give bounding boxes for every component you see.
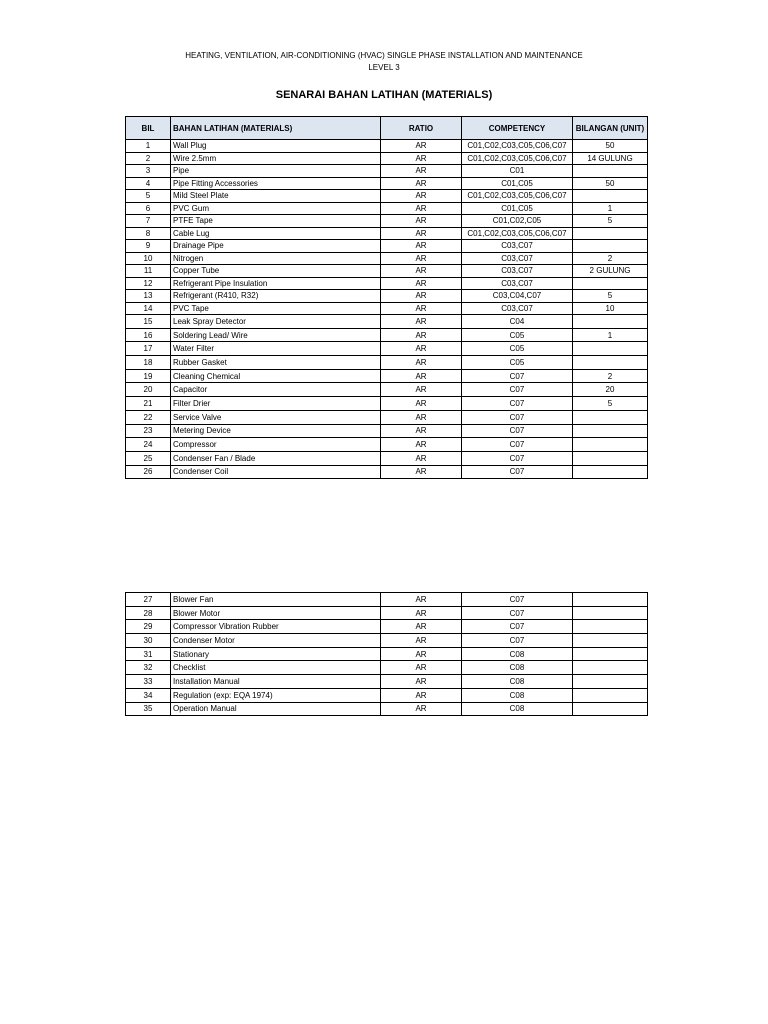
cell-competency: C07 — [462, 383, 573, 397]
cell-ratio: AR — [381, 215, 462, 228]
cell-competency: C07 — [462, 593, 573, 607]
cell-competency: C08 — [462, 702, 573, 716]
cell-bil: 23 — [126, 424, 171, 438]
table-row — [126, 315, 648, 329]
cell-quantity — [573, 424, 648, 438]
cell-bil: 33 — [126, 675, 171, 689]
cell-material: Condenser Motor — [171, 634, 381, 648]
cell-competency: C07 — [462, 465, 573, 479]
table-row — [126, 342, 648, 356]
cell-material: Condenser Coil — [171, 465, 381, 479]
cell-competency: C04 — [462, 315, 573, 329]
cell-bil: 8 — [126, 227, 171, 240]
cell-ratio: AR — [381, 593, 462, 607]
table-row — [126, 634, 648, 648]
cell-ratio: AR — [381, 315, 462, 329]
cell-ratio: AR — [381, 606, 462, 620]
cell-competency: C07 — [462, 369, 573, 383]
cell-competency: C07 — [462, 397, 573, 411]
cell-material: Cleaning Chemical — [171, 369, 381, 383]
column-header-quantity: BILANGAN (UNIT) — [573, 117, 648, 140]
cell-ratio: AR — [381, 438, 462, 452]
cell-quantity — [573, 190, 648, 203]
cell-ratio: AR — [381, 152, 462, 165]
table-row — [126, 202, 648, 215]
cell-bil: 18 — [126, 356, 171, 370]
cell-material: Pipe — [171, 165, 381, 178]
table-row — [126, 593, 648, 607]
table-row — [126, 265, 648, 278]
cell-competency: C05 — [462, 356, 573, 370]
cell-competency: C03,C07 — [462, 240, 573, 253]
cell-ratio: AR — [381, 240, 462, 253]
cell-ratio: AR — [381, 465, 462, 479]
table-row — [126, 688, 648, 702]
cell-material: Blower Motor — [171, 606, 381, 620]
cell-material: Stationary — [171, 647, 381, 661]
cell-quantity — [573, 688, 648, 702]
cell-ratio: AR — [381, 410, 462, 424]
cell-quantity — [573, 675, 648, 689]
cell-bil: 5 — [126, 190, 171, 203]
document-level: LEVEL 3 — [368, 63, 400, 72]
cell-ratio: AR — [381, 302, 462, 315]
cell-quantity — [573, 315, 648, 329]
cell-quantity — [573, 277, 648, 290]
cell-material: Blower Fan — [171, 593, 381, 607]
cell-competency: C01 — [462, 165, 573, 178]
table-header-row — [126, 117, 648, 140]
cell-bil: 34 — [126, 688, 171, 702]
cell-bil: 2 — [126, 152, 171, 165]
cell-material: Pipe Fitting Accessories — [171, 177, 381, 190]
cell-competency: C07 — [462, 410, 573, 424]
table-row — [126, 424, 648, 438]
column-header-competency: COMPETENCY — [462, 117, 573, 140]
cell-bil: 10 — [126, 252, 171, 265]
cell-material: Wall Plug — [171, 140, 381, 153]
cell-bil: 12 — [126, 277, 171, 290]
table-row — [126, 227, 648, 240]
cell-material: Condenser Fan / Blade — [171, 451, 381, 465]
cell-competency: C05 — [462, 342, 573, 356]
cell-competency: C01,C02,C03,C05,C06,C07 — [462, 140, 573, 153]
cell-material: Nitrogen — [171, 252, 381, 265]
table-row — [126, 356, 648, 370]
cell-bil: 22 — [126, 410, 171, 424]
cell-ratio: AR — [381, 675, 462, 689]
cell-material: Operation Manual — [171, 702, 381, 716]
cell-quantity — [573, 451, 648, 465]
cell-material: Water Filter — [171, 342, 381, 356]
cell-quantity — [573, 165, 648, 178]
cell-ratio: AR — [381, 177, 462, 190]
cell-quantity: 1 — [573, 328, 648, 342]
cell-material: Copper Tube — [171, 265, 381, 278]
cell-quantity — [573, 661, 648, 675]
cell-quantity: 50 — [573, 177, 648, 190]
cell-ratio: AR — [381, 202, 462, 215]
table-row — [126, 215, 648, 228]
cell-material: Cable Lug — [171, 227, 381, 240]
cell-bil: 14 — [126, 302, 171, 315]
cell-bil: 25 — [126, 451, 171, 465]
cell-quantity: 2 GULUNG — [573, 265, 648, 278]
cell-ratio: AR — [381, 661, 462, 675]
table-row — [126, 438, 648, 452]
table-row — [126, 465, 648, 479]
table-row — [126, 675, 648, 689]
cell-competency: C07 — [462, 620, 573, 634]
cell-material: PTFE Tape — [171, 215, 381, 228]
table-row — [126, 302, 648, 315]
cell-material: Service Valve — [171, 410, 381, 424]
table-row — [126, 620, 648, 634]
cell-ratio: AR — [381, 688, 462, 702]
cell-competency: C08 — [462, 661, 573, 675]
cell-competency: C07 — [462, 424, 573, 438]
cell-quantity — [573, 620, 648, 634]
cell-quantity — [573, 702, 648, 716]
cell-quantity: 20 — [573, 383, 648, 397]
cell-quantity — [573, 647, 648, 661]
cell-quantity: 1 — [573, 202, 648, 215]
cell-competency: C08 — [462, 688, 573, 702]
cell-competency: C05 — [462, 328, 573, 342]
cell-material: Rubber Gasket — [171, 356, 381, 370]
cell-material: Soldering Lead/ Wire — [171, 328, 381, 342]
cell-quantity: 2 — [573, 369, 648, 383]
cell-competency: C01,C02,C03,C05,C06,C07 — [462, 227, 573, 240]
table-row — [126, 177, 648, 190]
cell-material: Installation Manual — [171, 675, 381, 689]
cell-ratio: AR — [381, 369, 462, 383]
table-row — [126, 252, 648, 265]
cell-quantity: 14 GULUNG — [573, 152, 648, 165]
cell-ratio: AR — [381, 702, 462, 716]
table-row — [126, 606, 648, 620]
cell-ratio: AR — [381, 290, 462, 303]
cell-bil: 11 — [126, 265, 171, 278]
cell-bil: 19 — [126, 369, 171, 383]
cell-quantity — [573, 634, 648, 648]
cell-quantity — [573, 356, 648, 370]
cell-bil: 35 — [126, 702, 171, 716]
cell-material: Checklist — [171, 661, 381, 675]
table-row — [126, 383, 648, 397]
cell-material: Mild Steel Plate — [171, 190, 381, 203]
cell-material: Compressor Vibration Rubber — [171, 620, 381, 634]
cell-ratio: AR — [381, 328, 462, 342]
table-row — [126, 702, 648, 716]
cell-material: Regulation (exp: EQA 1974) — [171, 688, 381, 702]
cell-bil: 13 — [126, 290, 171, 303]
cell-ratio: AR — [381, 424, 462, 438]
cell-ratio: AR — [381, 165, 462, 178]
cell-bil: 3 — [126, 165, 171, 178]
cell-ratio: AR — [381, 383, 462, 397]
table-row — [126, 451, 648, 465]
cell-competency: C08 — [462, 647, 573, 661]
cell-competency: C03,C07 — [462, 302, 573, 315]
cell-bil: 26 — [126, 465, 171, 479]
cell-quantity: 5 — [573, 397, 648, 411]
cell-competency: C03,C07 — [462, 277, 573, 290]
cell-bil: 16 — [126, 328, 171, 342]
cell-ratio: AR — [381, 356, 462, 370]
cell-bil: 31 — [126, 647, 171, 661]
cell-material: PVC Tape — [171, 302, 381, 315]
cell-competency: C03,C04,C07 — [462, 290, 573, 303]
cell-material: Compressor — [171, 438, 381, 452]
cell-ratio: AR — [381, 252, 462, 265]
cell-bil: 9 — [126, 240, 171, 253]
cell-material: Refrigerant Pipe Insulation — [171, 277, 381, 290]
cell-quantity — [573, 606, 648, 620]
materials-table-continued — [125, 592, 648, 716]
cell-competency: C07 — [462, 634, 573, 648]
cell-quantity — [573, 438, 648, 452]
table-row — [126, 328, 648, 342]
table-row — [126, 290, 648, 303]
cell-ratio: AR — [381, 451, 462, 465]
cell-competency: C01,C02,C03,C05,C06,C07 — [462, 190, 573, 203]
cell-material: Filter Drier — [171, 397, 381, 411]
cell-bil: 30 — [126, 634, 171, 648]
table-row — [126, 190, 648, 203]
table-row — [126, 410, 648, 424]
cell-bil: 27 — [126, 593, 171, 607]
table-row — [126, 661, 648, 675]
cell-competency: C01,C05 — [462, 202, 573, 215]
page-title: SENARAI BAHAN LATIHAN (MATERIALS) — [275, 89, 493, 101]
cell-bil: 21 — [126, 397, 171, 411]
cell-quantity: 10 — [573, 302, 648, 315]
document-heading: HEATING, VENTILATION, AIR-CONDITIONING (HVAC) SINGLE PHASE INSTALLATION AND MAINTENANCE — [185, 51, 583, 60]
cell-ratio: AR — [381, 190, 462, 203]
cell-quantity: 50 — [573, 140, 648, 153]
cell-bil: 29 — [126, 620, 171, 634]
cell-quantity — [573, 465, 648, 479]
cell-competency: C07 — [462, 606, 573, 620]
cell-competency: C01,C05 — [462, 177, 573, 190]
cell-material: Wire 2.5mm — [171, 152, 381, 165]
cell-ratio: AR — [381, 647, 462, 661]
cell-competency: C07 — [462, 438, 573, 452]
cell-material: Leak Spray Detector — [171, 315, 381, 329]
cell-quantity — [573, 410, 648, 424]
cell-bil: 28 — [126, 606, 171, 620]
table-row — [126, 369, 648, 383]
cell-material: PVC Gum — [171, 202, 381, 215]
cell-ratio: AR — [381, 140, 462, 153]
cell-quantity: 5 — [573, 290, 648, 303]
cell-competency: C03,C07 — [462, 265, 573, 278]
column-header-ratio: RATIO — [381, 117, 462, 140]
cell-ratio: AR — [381, 397, 462, 411]
cell-quantity: 5 — [573, 215, 648, 228]
cell-material: Metering Device — [171, 424, 381, 438]
cell-bil: 6 — [126, 202, 171, 215]
cell-competency: C03,C07 — [462, 252, 573, 265]
cell-ratio: AR — [381, 277, 462, 290]
table-row — [126, 647, 648, 661]
table-row — [126, 240, 648, 253]
cell-competency: C01,C02,C05 — [462, 215, 573, 228]
cell-ratio: AR — [381, 620, 462, 634]
cell-bil: 1 — [126, 140, 171, 153]
cell-bil: 17 — [126, 342, 171, 356]
cell-bil: 15 — [126, 315, 171, 329]
table-row — [126, 165, 648, 178]
cell-bil: 20 — [126, 383, 171, 397]
cell-quantity: 2 — [573, 252, 648, 265]
table-row — [126, 277, 648, 290]
cell-material: Drainage Pipe — [171, 240, 381, 253]
materials-table — [125, 116, 648, 479]
cell-ratio: AR — [381, 227, 462, 240]
cell-bil: 32 — [126, 661, 171, 675]
cell-quantity — [573, 227, 648, 240]
cell-competency: C08 — [462, 675, 573, 689]
table-row — [126, 152, 648, 165]
cell-ratio: AR — [381, 342, 462, 356]
cell-material: Capacitor — [171, 383, 381, 397]
cell-ratio: AR — [381, 265, 462, 278]
table-row — [126, 397, 648, 411]
cell-quantity — [573, 342, 648, 356]
cell-quantity — [573, 593, 648, 607]
cell-quantity — [573, 240, 648, 253]
cell-bil: 4 — [126, 177, 171, 190]
cell-competency: C01,C02,C03,C05,C06,C07 — [462, 152, 573, 165]
cell-bil: 24 — [126, 438, 171, 452]
column-header-bil: BIL — [126, 117, 171, 140]
table-row — [126, 140, 648, 153]
cell-material: Refrigerant (R410, R32) — [171, 290, 381, 303]
cell-competency: C07 — [462, 451, 573, 465]
cell-ratio: AR — [381, 634, 462, 648]
column-header-material: BAHAN LATIHAN (MATERIALS) — [171, 117, 381, 140]
cell-bil: 7 — [126, 215, 171, 228]
